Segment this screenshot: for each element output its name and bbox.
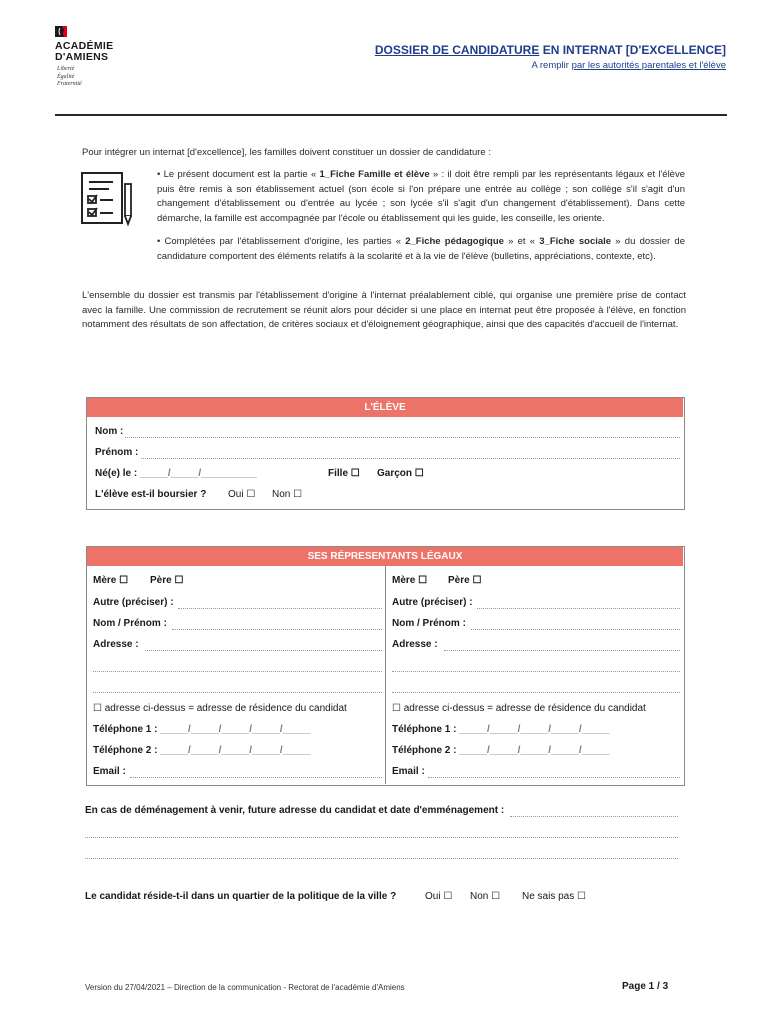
demenagement-field-2[interactable]	[85, 837, 678, 838]
fille-checkbox[interactable]: Fille ☐	[328, 468, 360, 479]
rep1-telephone1-label: Téléphone 1 : _____/_____/_____/_____/_____	[93, 724, 311, 735]
rep2-adresse-label: Adresse :	[392, 639, 438, 650]
motto-fraternite: Fraternité	[57, 81, 82, 87]
checklist-pencil-icon	[79, 170, 137, 228]
prenom-label-text: Prénom	[95, 447, 133, 458]
document-title	[375, 43, 726, 57]
rep2-telephone2-field[interactable]: _____/_____/_____/_____/_____	[459, 745, 610, 756]
rep1-email-text: Email	[93, 766, 120, 777]
demenagement-field-3[interactable]	[85, 858, 678, 859]
prenom-label: Prénom :	[95, 447, 139, 458]
rep2-telephone1-label: Téléphone 1 : _____/_____/_____/_____/_____	[392, 724, 610, 735]
rep1-autre-field[interactable]	[178, 608, 382, 609]
rep1-nom-prenom-field[interactable]	[172, 629, 382, 630]
rep1-adresse-label: Adresse :	[93, 639, 139, 650]
rep2-nom-prenom-label: Nom / Prénom :	[392, 618, 466, 629]
motto-liberte: Liberté	[57, 66, 75, 72]
quartier-ne-sais-pas-checkbox[interactable]: Ne sais pas ☐	[522, 891, 586, 902]
demenagement-question: En cas de déménagement à venir, future adresse du candidat et date d'emménagement :	[85, 805, 505, 816]
title-rest: EN INTERNAT [D'EXCELLENCE]	[539, 43, 726, 57]
rep2-autre-label: Autre (préciser) :	[392, 597, 473, 608]
rep2-adresse-text: Adresse	[392, 639, 432, 650]
rep1-adresse-residence-checkbox[interactable]: ☐ adresse ci-dessus = adresse de résidence du candidat	[93, 703, 347, 714]
motto-egalite: Égalité	[57, 73, 75, 80]
boursier-oui-checkbox[interactable]: Oui ☐	[228, 489, 256, 500]
title-underlined: DOSSIER DE CANDIDATURE	[374, 43, 540, 57]
page-number: Page 1 / 3	[622, 981, 669, 992]
demenagement-field-1[interactable]	[510, 816, 678, 817]
eleve-section-heading: L'ÉLÈVE	[87, 398, 683, 417]
rep2-email-field[interactable]	[428, 777, 680, 778]
rep1-email-label: Email :	[93, 766, 126, 777]
intro-bullet-etablissement	[157, 235, 685, 264]
rep2-autre-text: Autre (préciser)	[392, 597, 467, 608]
rep2-telephone2-label: Téléphone 2 : _____/_____/_____/_____/_____	[392, 745, 610, 756]
rep2-adresse-field-1[interactable]	[444, 650, 680, 651]
quartier-non-checkbox[interactable]: Non ☐	[470, 891, 501, 902]
nom-label: Nom :	[95, 426, 124, 437]
rep1-adresse-field-1[interactable]	[145, 650, 382, 651]
academie-logo-name	[55, 41, 113, 63]
logo-name-line1: ACADÉMIE	[55, 40, 114, 52]
rep2-adresse-field-3[interactable]	[392, 692, 680, 693]
subtitle-underlined: par les autorités parentales et l'élève	[571, 60, 726, 71]
ne-le-colon: :	[131, 468, 141, 479]
subtitle-lead: A remplir	[531, 60, 572, 71]
bullet2-text-c: » et «	[503, 236, 540, 247]
rep1-mere-checkbox[interactable]: Mère ☐	[93, 575, 129, 586]
bullet2-text-e: » du dossier de candidature comportent des éléments relatifs à la scolarité et à la vie de l'élève (bulletins, appréciations, contexte, etc).	[157, 236, 685, 262]
bullet1-text-c: » : il doit être rempli par les représentants légaux et l'élève puis être remis à son établissement actuel (son école si l'on prépare une entrée au collège ; son collège s'il s'agit d'un changement d'établissement ou d'entrée au lycée ; son lycée s'il s'agit d'un changement d'établissement). Dans cette démarche, la famille est accompagnée par l'école ou établissement qui les guide, les conseille, les oriente.	[157, 169, 685, 224]
rep1-email-field[interactable]	[130, 777, 382, 778]
nom-label-text: Nom	[95, 426, 118, 437]
rep2-nom-prenom-text: Nom / Prénom	[392, 618, 460, 629]
representants-column-divider	[385, 566, 386, 784]
rep1-telephone1-field[interactable]: _____/_____/_____/_____/_____	[160, 724, 311, 735]
rep2-telephone1-field[interactable]: _____/_____/_____/_____/_____	[459, 724, 610, 735]
rep1-autre-label: Autre (préciser) :	[93, 597, 174, 608]
rep2-mere-checkbox[interactable]: Mère ☐	[392, 575, 428, 586]
quartier-question: Le candidat réside-t-il dans un quartier de la politique de la ville ?	[85, 891, 397, 902]
ne-le-text: Né(e) le	[95, 468, 132, 479]
rep2-tel2-text: Téléphone 2	[392, 745, 451, 756]
rep1-adresse-text: Adresse	[93, 639, 133, 650]
garcon-checkbox[interactable]: Garçon ☐	[377, 468, 424, 479]
rep2-nom-prenom-field[interactable]	[471, 629, 680, 630]
document-subtitle	[531, 60, 726, 71]
bullet1-fiche-name: 1_Fiche Famille et élève	[319, 169, 430, 180]
boursier-question: L'élève est-il boursier ?	[95, 489, 207, 500]
rep1-adresse-field-2[interactable]	[93, 671, 382, 672]
rep2-email-label: Email :	[392, 766, 425, 777]
bullet2-fiche-sociale: 3_Fiche sociale	[539, 236, 612, 247]
bullet2-text-a: • Complétées par l'établissement d'origine, les parties «	[157, 236, 406, 247]
boursier-non-checkbox[interactable]: Non ☐	[272, 489, 303, 500]
bullet2-fiche-pedagogique: 2_Fiche pédagogique	[405, 236, 504, 247]
rep1-adresse-field-3[interactable]	[93, 692, 382, 693]
header-divider	[55, 114, 727, 116]
rep1-telephone2-label: Téléphone 2 : _____/_____/_____/_____/_____	[93, 745, 311, 756]
rep2-email-text: Email	[392, 766, 419, 777]
rep1-telephone2-field[interactable]: _____/_____/_____/_____/_____	[160, 745, 311, 756]
rep2-tel1-text: Téléphone 1	[392, 724, 451, 735]
intro-bullet-famille	[157, 168, 685, 226]
rep2-adresse-residence-checkbox[interactable]: ☐ adresse ci-dessus = adresse de résidence du candidat	[392, 703, 646, 714]
quartier-oui-checkbox[interactable]: Oui ☐	[425, 891, 453, 902]
rep1-nom-prenom-label: Nom / Prénom :	[93, 618, 167, 629]
logo-name-line2: D'AMIENS	[55, 51, 109, 63]
date-naissance-field[interactable]: _____/_____/__________	[140, 468, 257, 479]
rep1-autre-text: Autre (préciser)	[93, 597, 168, 608]
nom-field[interactable]	[125, 437, 680, 438]
prenom-field[interactable]	[141, 458, 680, 459]
marianne-logo-icon	[55, 26, 67, 37]
footer-version: Version du 27/04/2021 – Direction de la communication - Rectorat de l'académie d'Amiens	[85, 983, 405, 992]
intro-lead: Pour intégrer un internat [d'excellence], les familles doivent constituer un dossier de candidature :	[82, 147, 491, 158]
republic-motto	[57, 66, 82, 89]
rep2-adresse-field-2[interactable]	[392, 671, 680, 672]
date-naissance-label	[95, 468, 257, 479]
rep1-tel1-text: Téléphone 1	[93, 724, 152, 735]
intro-paragraph: L'ensemble du dossier est transmis par l'établissement d'origine à l'internat préalablement ciblé, qui organise une première prise de contact avec la famille. Une commission de recrutement se réunit alors pour décider si une place en internat peut être proposée à l'élève, en fonction notamment des résultats de son affectation, de critères sociaux et d'éloignement géographique, ainsi que des capacités d'accueil de l'internat.	[82, 290, 686, 330]
rep1-tel2-text: Téléphone 2	[93, 745, 152, 756]
representants-section-heading: SES RÉPRESENTANTS LÉGAUX	[87, 547, 683, 566]
rep1-nom-prenom-text: Nom / Prénom	[93, 618, 161, 629]
bullet1-text-a: • Le présent document est la partie «	[157, 169, 320, 180]
rep1-pere-checkbox[interactable]: Père ☐	[150, 575, 184, 586]
rep2-pere-checkbox[interactable]: Père ☐	[448, 575, 482, 586]
rep2-autre-field[interactable]	[477, 608, 680, 609]
